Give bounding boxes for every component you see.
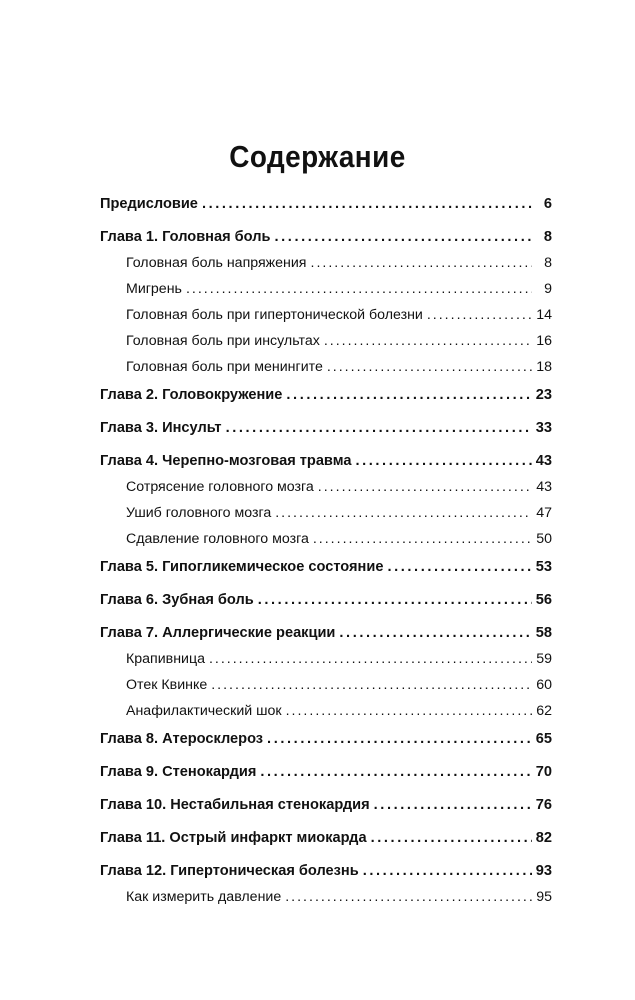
toc-page-number: 47	[536, 505, 552, 521]
toc-page-number: 9	[544, 281, 552, 297]
toc-page-number: 82	[535, 830, 552, 846]
toc-section-entry[interactable]	[100, 503, 552, 529]
toc-page-number: 60	[536, 677, 552, 693]
dot-leader	[274, 225, 532, 249]
toc-page-number: 95	[536, 889, 552, 905]
toc-entry-title: Сотрясение головного мозга	[126, 479, 314, 495]
toc-entry-title: Головная боль напряжения	[126, 255, 307, 271]
toc-chapter-entry[interactable]	[100, 826, 552, 859]
toc-chapter-entry[interactable]	[100, 225, 552, 253]
toc-entry-title: Глава 9. Стенокардия	[100, 764, 257, 780]
toc-entry-title: Глава 4. Черепно-мозговая травма	[100, 453, 352, 469]
toc-entry-title: Мигрень	[126, 281, 182, 297]
toc-chapter-entry[interactable]	[100, 416, 552, 449]
toc-entry-title: Глава 5. Гипогликемическое состояние	[100, 559, 384, 575]
toc-page-number: 18	[536, 359, 552, 375]
toc-page-number: 53	[535, 559, 552, 575]
toc-chapter-entry[interactable]	[100, 555, 552, 588]
toc-page-number: 65	[535, 731, 552, 747]
toc-page-number: 59	[536, 651, 552, 667]
toc-section-entry[interactable]	[100, 649, 552, 675]
dot-leader	[267, 727, 532, 751]
toc-page-number: 50	[536, 531, 552, 547]
toc-chapter-entry[interactable]	[100, 859, 552, 887]
dot-leader	[355, 449, 531, 473]
dot-leader	[339, 621, 531, 645]
toc-entry-title: Глава 6. Зубная боль	[100, 592, 254, 608]
dot-leader	[318, 477, 532, 497]
dot-leader	[371, 826, 532, 850]
table-of-contents	[100, 192, 552, 913]
dot-leader	[286, 383, 531, 407]
dot-leader	[285, 887, 532, 907]
toc-entry-title: Глава 2. Головокружение	[100, 387, 283, 403]
toc-chapter-entry[interactable]	[100, 449, 552, 477]
dot-leader	[363, 859, 532, 883]
toc-page-number: 33	[535, 420, 552, 436]
toc-chapter-entry[interactable]	[100, 588, 552, 621]
toc-section-entry[interactable]	[100, 305, 552, 331]
toc-section-entry[interactable]	[100, 701, 552, 727]
toc-entry-title: Глава 11. Острый инфаркт миокарда	[100, 830, 367, 846]
toc-entry-title: Глава 7. Аллергические реакции	[100, 625, 336, 641]
toc-entry-title: Глава 10. Нестабильная стенокардия	[100, 797, 370, 813]
dot-leader	[186, 279, 532, 299]
dot-leader	[226, 416, 532, 440]
toc-chapter-entry[interactable]	[100, 383, 552, 416]
toc-page-number: 70	[535, 764, 552, 780]
toc-section-entry[interactable]	[100, 279, 552, 305]
toc-page-number: 93	[535, 863, 552, 879]
toc-section-entry[interactable]	[100, 529, 552, 555]
toc-page-number: 6	[543, 196, 552, 212]
dot-leader	[211, 675, 532, 695]
toc-page-number: 56	[535, 592, 552, 608]
dot-leader	[209, 649, 532, 669]
toc-entry-title: Глава 1. Головная боль	[100, 229, 271, 245]
toc-chapter-entry[interactable]	[100, 760, 552, 793]
dot-leader	[260, 760, 531, 784]
toc-chapter-entry[interactable]	[100, 621, 552, 649]
toc-page-number: 16	[536, 333, 552, 349]
dot-leader	[374, 793, 532, 817]
dot-leader	[327, 357, 532, 377]
toc-section-entry[interactable]	[100, 253, 552, 279]
toc-entry-title: Как измерить давление	[126, 889, 282, 905]
dot-leader	[275, 503, 532, 523]
toc-page-number: 43	[536, 479, 552, 495]
dot-leader	[202, 192, 532, 216]
toc-section-entry[interactable]	[100, 357, 552, 383]
dot-leader	[427, 305, 532, 325]
toc-entry-title: Глава 12. Гипертоническая болезнь	[100, 863, 359, 879]
toc-section-entry[interactable]	[100, 477, 552, 503]
dot-leader	[313, 529, 532, 549]
toc-page-number: 8	[544, 255, 552, 271]
toc-section-entry[interactable]	[100, 675, 552, 701]
toc-entry-title: Глава 3. Инсульт	[100, 420, 222, 436]
dot-leader	[387, 555, 531, 579]
toc-section-entry[interactable]	[100, 887, 552, 913]
toc-page-number: 43	[535, 453, 552, 469]
toc-entry-title: Сдавление головного мозга	[126, 531, 309, 547]
toc-entry-title: Предисловие	[100, 196, 198, 212]
toc-entry-title: Крапивница	[126, 651, 205, 667]
toc-section-entry[interactable]	[100, 331, 552, 357]
toc-chapter-entry[interactable]	[100, 727, 552, 760]
toc-chapter-entry[interactable]	[100, 192, 552, 225]
dot-leader	[311, 253, 533, 273]
toc-entry-title: Головная боль при инсультах	[126, 333, 320, 349]
toc-entry-title: Анафилактический шок	[126, 703, 282, 719]
toc-page-number: 76	[535, 797, 552, 813]
toc-page-number: 58	[535, 625, 552, 641]
dot-leader	[324, 331, 532, 351]
toc-page-number: 14	[536, 307, 552, 323]
page-title: Содержание	[229, 138, 406, 174]
toc-entry-title: Отек Квинке	[126, 677, 208, 693]
toc-page-number: 8	[543, 229, 552, 245]
toc-page-number: 62	[536, 703, 552, 719]
toc-entry-title: Ушиб головного мозга	[126, 505, 272, 521]
dot-leader	[258, 588, 532, 612]
toc-entry-title: Головная боль при менингите	[126, 359, 323, 375]
toc-page-number: 23	[535, 387, 552, 403]
toc-chapter-entry[interactable]	[100, 793, 552, 826]
toc-entry-title: Головная боль при гипертонической болезни	[126, 307, 423, 323]
dot-leader	[286, 701, 532, 721]
toc-entry-title: Глава 8. Атеросклероз	[100, 731, 264, 747]
